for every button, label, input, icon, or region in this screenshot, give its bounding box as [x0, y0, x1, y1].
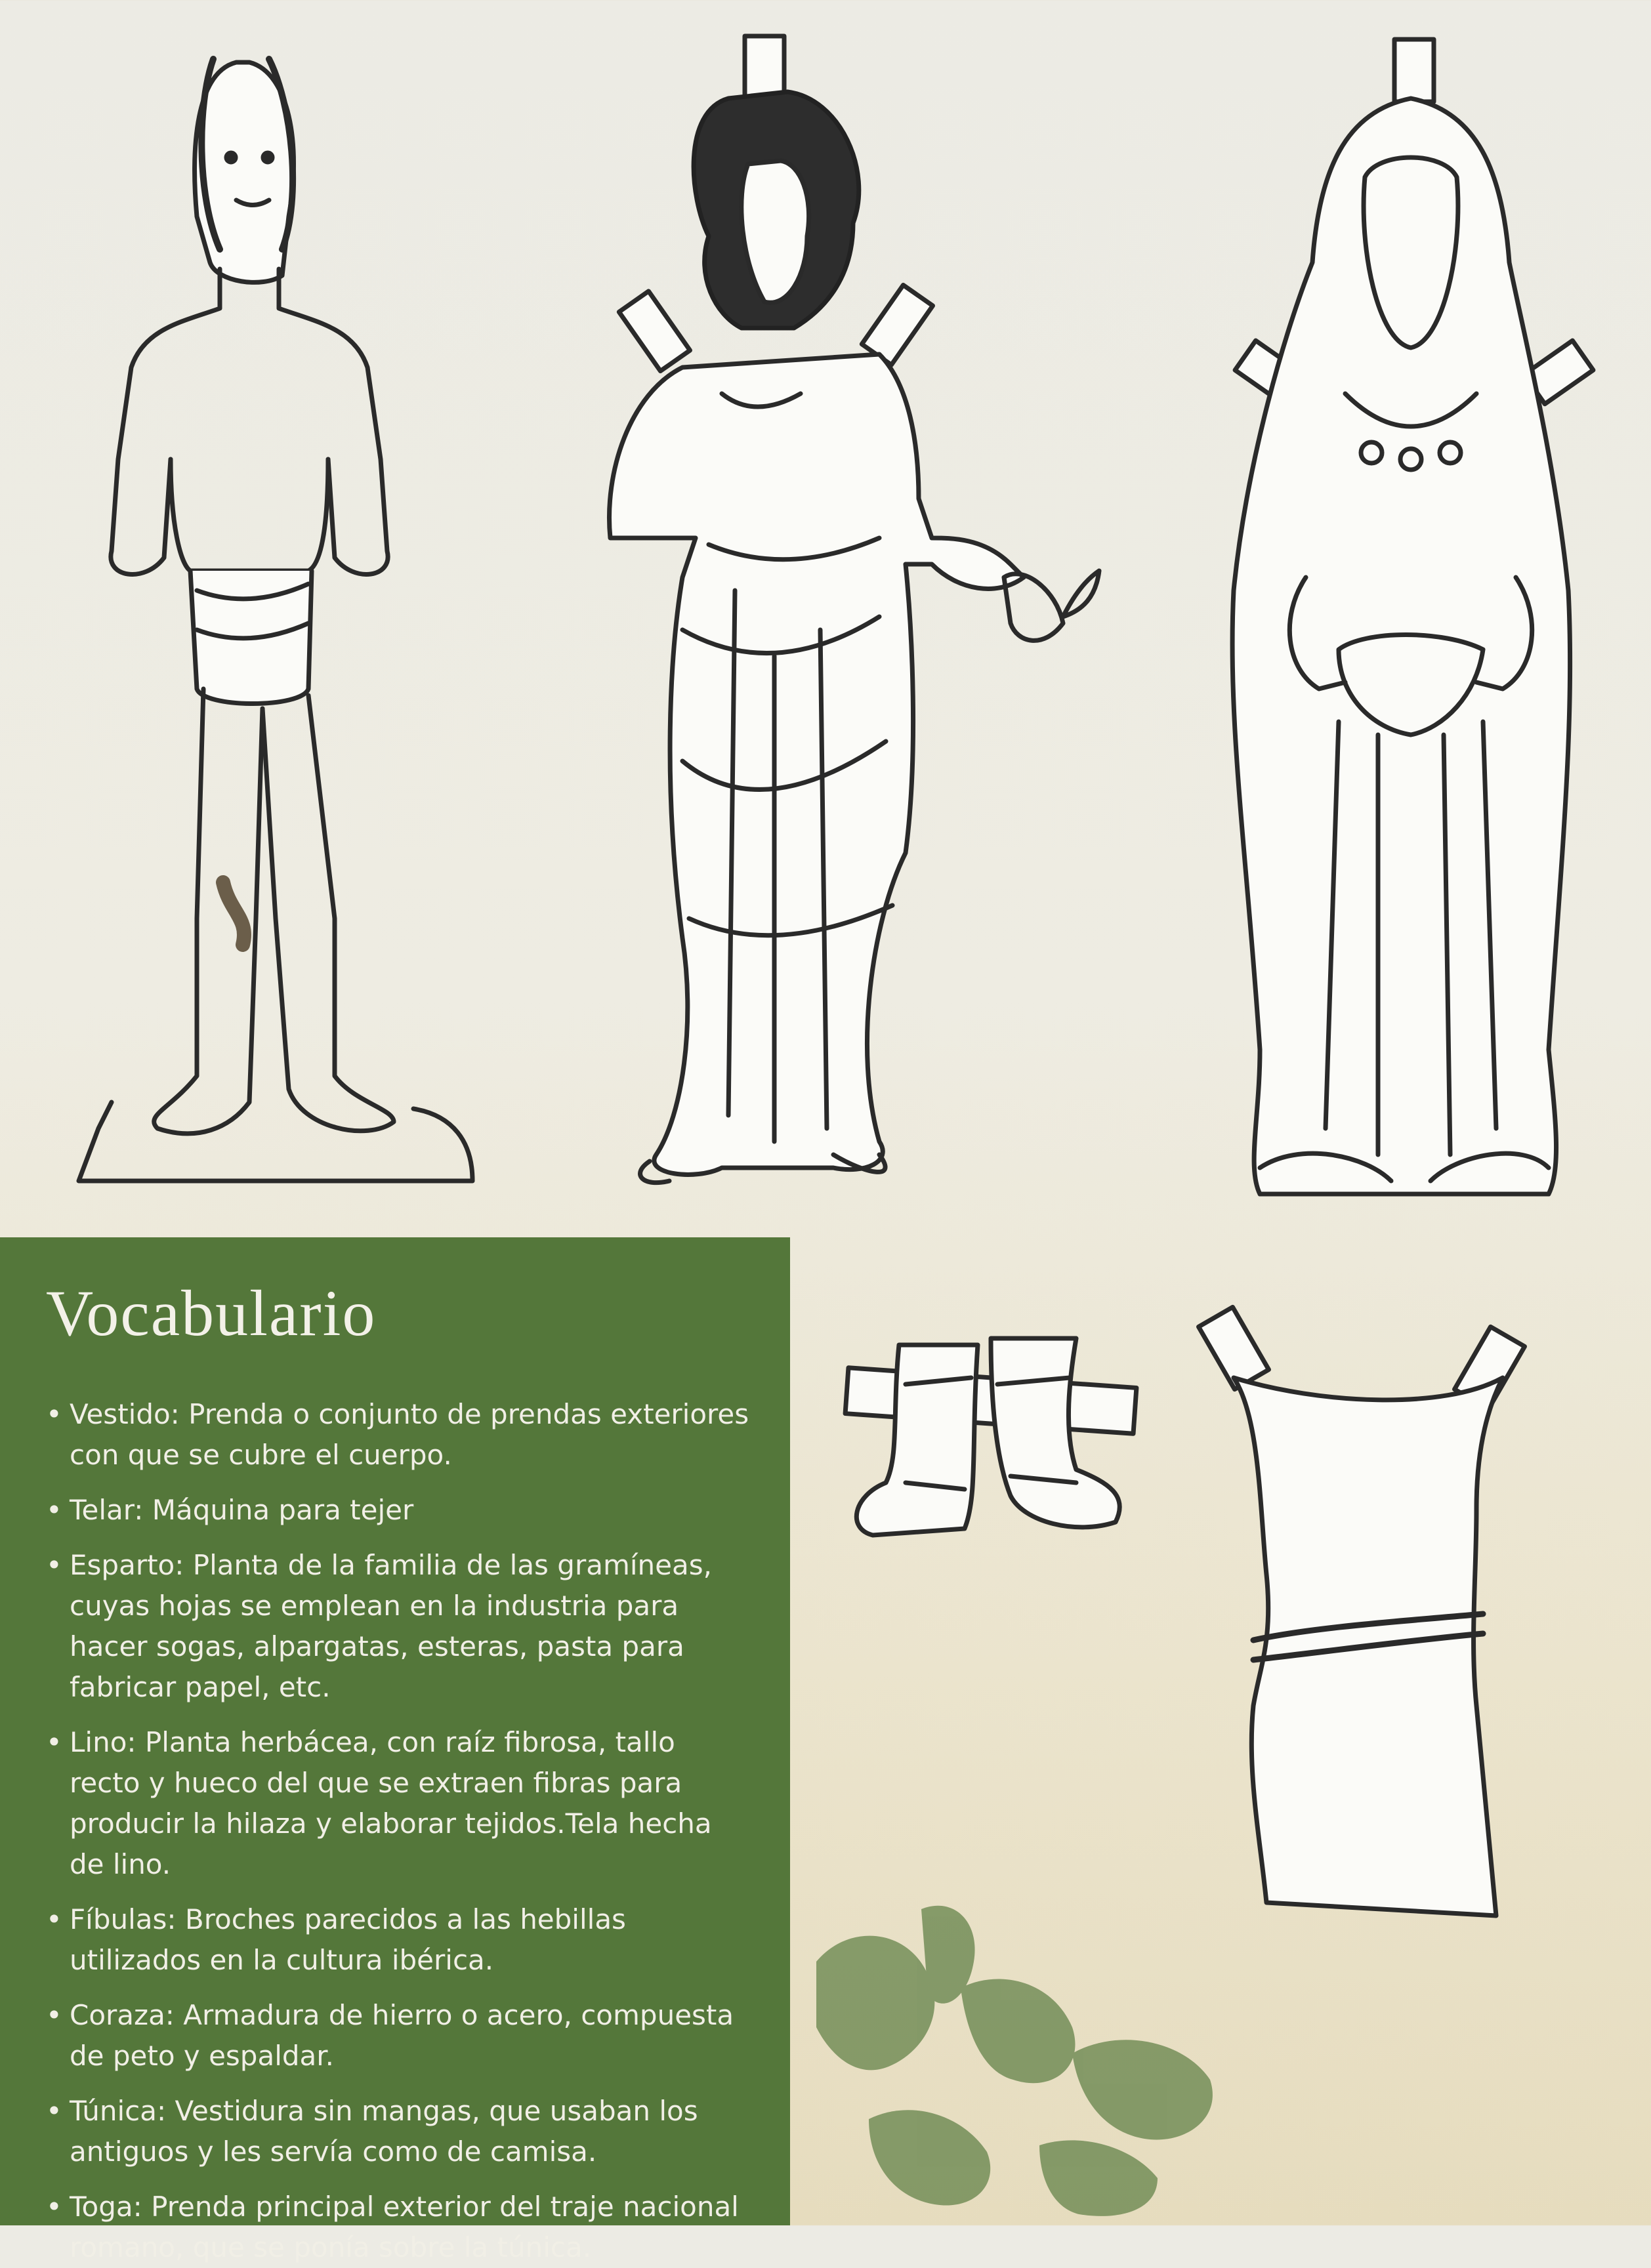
bullet-icon: • — [46, 1999, 62, 2031]
bullet-icon: • — [46, 1494, 62, 1526]
tunic-cutout — [1199, 1307, 1525, 1916]
bullet-icon: • — [46, 1549, 62, 1581]
vocabulary-panel — [0, 1237, 790, 2263]
bullet-icon: • — [46, 1903, 62, 1935]
vocab-item-coraza: • Coraza: Armadura de hierro o acero, compuesta de peto y espaldar. — [46, 1995, 751, 2076]
boy-paper-doll — [79, 59, 472, 1181]
vocab-item-fibulas: • Fíbulas: Broches parecidos a las hebillas utilizados en la cultura ibérica. — [46, 1899, 751, 1981]
boots-cutout — [845, 1338, 1137, 1535]
bullet-icon: • — [46, 1398, 62, 1430]
vocab-item-lino: • Lino: Planta herbácea, con raíz fibrosa, tallo recto y hueco del que se extraen fibras para producir la hilaza y elaborar tejidos.Tela hecha de lino. — [46, 1722, 751, 1885]
vocab-item-telar: • Telar: Máquina para tejer — [46, 1490, 751, 1531]
vocabulary-title: Vocabulario — [46, 1277, 377, 1350]
bullet-icon: • — [46, 2191, 62, 2223]
vocab-item-toga: • Toga: Prenda principal exterior del traje nacional romano, que se ponía sobre la túnica. — [46, 2187, 751, 2268]
bullet-icon: • — [46, 1726, 62, 1758]
bullet-icon: • — [46, 2095, 62, 2127]
vocab-item-esparto: • Esparto: Planta de la familia de las gramíneas, cuyas hojas se emplean en la industria para hacer sogas, alpargatas, esteras, pasta para fabricar papel, etc. — [46, 1545, 751, 1708]
vocab-item-vestido: • Vestido: Prenda o conjunto de prendas exteriores con que se cubre el cuerpo. — [46, 1394, 751, 1475]
vocab-item-tunica: • Túnica: Vestidura sin mangas, que usaban los antiguos y les servía como de camisa. — [46, 2091, 751, 2172]
iberian-lady-paper-doll — [1232, 39, 1593, 1194]
stamp-relief — [790, 1883, 1249, 2225]
roman-woman-paper-doll — [609, 36, 1099, 1183]
vocabulary-list — [46, 1394, 751, 2268]
